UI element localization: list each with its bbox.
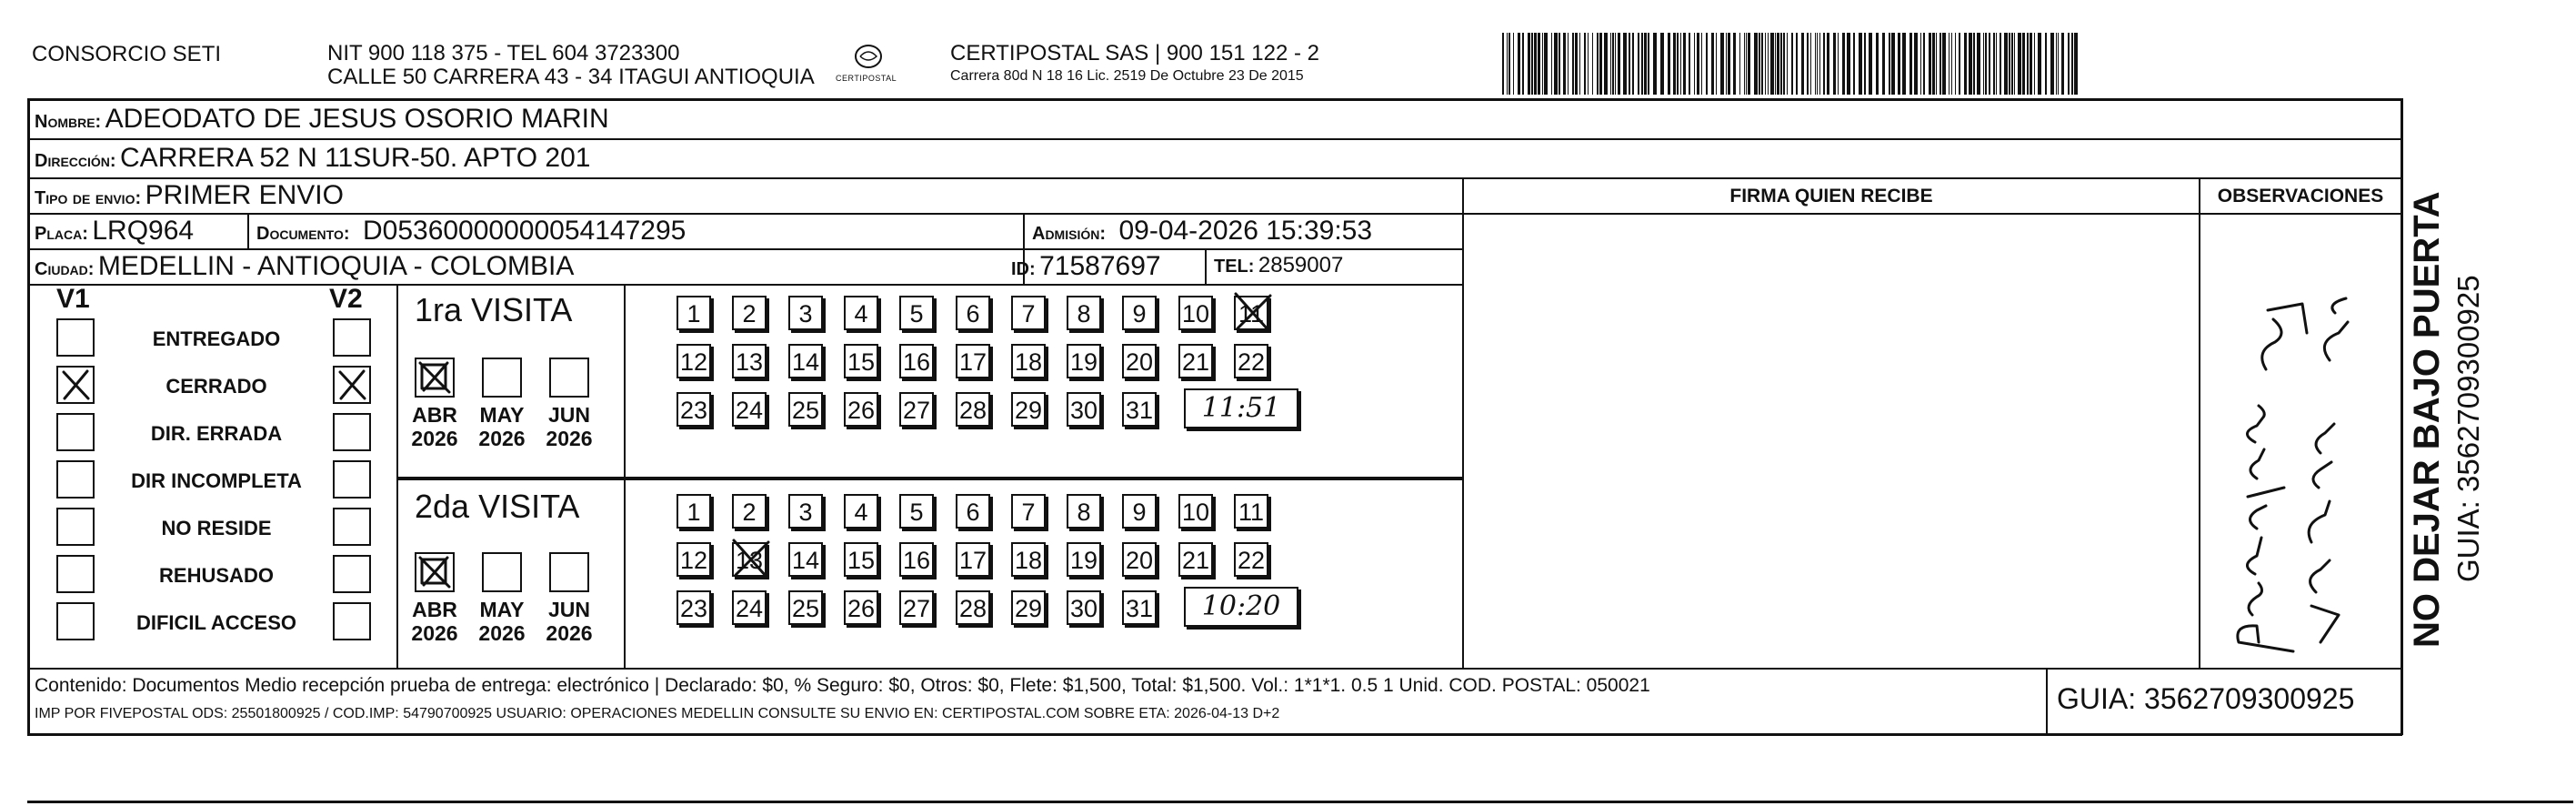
barcode-bar: [1559, 33, 1560, 95]
barcode-bar: [2034, 33, 2035, 95]
barcode-bar: [1838, 33, 1839, 95]
logo-icon: [832, 40, 905, 93]
firma-area[interactable]: [1466, 215, 2197, 666]
barcode-bar: [2050, 33, 2054, 95]
barcode-bar: [1683, 33, 1686, 95]
day-cell[interactable]: 12: [677, 542, 711, 577]
barcode-icon: [1502, 33, 2084, 96]
nit-line: NIT 900 118 375 - TEL 604 3723300: [327, 41, 680, 65]
barcode-bar: [1509, 33, 1510, 95]
barcode-bar: [1923, 33, 1925, 95]
barcode-bar: [1993, 33, 1995, 95]
v1-label: V1: [56, 284, 90, 314]
barcode-bar: [1847, 33, 1850, 95]
day-cell[interactable]: 18: [1011, 542, 1046, 577]
visit1-title: 1ra VISITA: [415, 291, 573, 328]
barcode-bar: [1518, 33, 1520, 95]
barcode-bar: [1528, 33, 1530, 95]
v2-checkbox[interactable]: [333, 318, 371, 357]
v1-checkbox[interactable]: [56, 366, 95, 404]
barcode-bar: [1942, 33, 1946, 95]
barcode-bar: [1538, 33, 1540, 95]
barcode-bar: [1575, 33, 1578, 95]
day-cell[interactable]: 13: [732, 542, 767, 577]
id-row: [1011, 251, 1161, 282]
month-checkbox[interactable]: [549, 358, 589, 398]
day-cell[interactable]: 4: [844, 296, 878, 330]
day-cell[interactable]: 14: [788, 542, 823, 577]
barcode-bar: [2018, 33, 2021, 95]
footer-line2: IMP POR FIVEPOSTAL ODS: 25501800925 / COD.IMP: 54790700925 USUARIO: OPERACIONES MEDELLIN CONSULTE SU ENVIO EN: CERTIPOSTAL.COM SOBRE ETA: 2026-04-13 D+2: [35, 706, 1280, 721]
direccion-label: Dirección:: [35, 151, 116, 171]
barcode-bar: [1859, 33, 1862, 95]
v1-checkbox[interactable]: [56, 413, 95, 451]
barcode-bar: [1869, 33, 1872, 95]
day-cell[interactable]: 21: [1178, 542, 1213, 577]
barcode-bar: [1770, 33, 1774, 95]
v2-checkbox[interactable]: [333, 460, 371, 499]
direccion-value: CARRERA 52 N 11SUR-50. APTO 201: [120, 143, 591, 173]
barcode-bar: [1780, 33, 1782, 95]
barcode-bar: [1668, 33, 1670, 95]
barcode-bar: [1977, 33, 1980, 95]
barcode-bar: [1936, 33, 1937, 95]
barcode-bar: [1951, 33, 1952, 95]
observaciones-area[interactable]: [2202, 215, 2399, 666]
barcode-bar: [1629, 33, 1630, 95]
barcode-bar: [1853, 33, 1855, 95]
barcode-bar: [2009, 33, 2010, 95]
day-cell[interactable]: 15: [844, 344, 878, 378]
day-cell[interactable]: 10: [1178, 494, 1213, 529]
barcode-bar: [2061, 33, 2064, 95]
firma-label: FIRMA QUIEN RECIBE: [1729, 186, 1933, 207]
documento-value: D05360000000054147295: [362, 216, 687, 246]
barcode-bar: [1817, 33, 1818, 95]
barcode-bar: [1720, 33, 1724, 95]
day-cell[interactable]: 20: [1122, 344, 1157, 378]
barcode-bar: [1623, 33, 1627, 95]
barcode-bar: [1701, 33, 1702, 95]
day-cell[interactable]: 2: [732, 296, 767, 330]
v2-label: V2: [329, 284, 363, 314]
barcode-bar: [1716, 33, 1717, 95]
visit2-title: 2da VISITA: [415, 488, 580, 525]
footer-line1: Contenido: Documentos Medio recepción prueba de entrega: electrónico | Declarado: $0, % Seguro: $0, Otros: $0, Flete: $1,500, Total: $1,500. Vol.: 1*1*1. 0.5 1 Unid. COD. POSTAL: 050021: [35, 675, 1650, 696]
barcode-bar: [2022, 33, 2025, 95]
barcode-bar: [1648, 33, 1649, 95]
barcode-bar: [1882, 33, 1885, 95]
day-cell[interactable]: 29: [1011, 590, 1046, 625]
month-checkbox[interactable]: [482, 552, 522, 592]
id-label: ID:: [1011, 259, 1036, 279]
day-cell[interactable]: 16: [899, 542, 934, 577]
direccion-row: [35, 143, 590, 174]
barcode-bar: [1706, 33, 1708, 95]
barcode-bar: [1522, 33, 1524, 95]
barcode-bar: [1551, 33, 1552, 95]
day-cell[interactable]: 9: [1122, 494, 1157, 529]
barcode-bar: [1739, 33, 1740, 95]
tipo-value: PRIMER ENVIO: [145, 180, 344, 210]
day-cell[interactable]: 20: [1122, 542, 1157, 577]
day-cell[interactable]: 11: [1234, 296, 1268, 330]
barcode-bar: [1807, 33, 1809, 95]
id-value: 71587697: [1039, 251, 1161, 281]
barcode-bar: [1694, 33, 1695, 95]
day-cell[interactable]: 28: [956, 590, 990, 625]
barcode-bar: [1761, 33, 1763, 95]
tipo-label: Tipo de envio:: [35, 188, 142, 208]
x-mark-icon: [58, 368, 93, 402]
x-mark-icon: [416, 554, 453, 590]
placa-row: [35, 216, 194, 247]
day-cell[interactable]: 3: [788, 296, 823, 330]
v2-checkbox[interactable]: [333, 602, 371, 640]
handwriting-icon: [2202, 215, 2399, 666]
tipo-envio-row: [35, 180, 344, 211]
barcode-bar: [1932, 33, 1935, 95]
barcode-bar: [2011, 33, 2013, 95]
day-cell[interactable]: 10: [1178, 296, 1213, 330]
status-label: ENTREGADO: [152, 327, 281, 350]
barcode-bar: [1955, 33, 1956, 95]
v1-checkbox[interactable]: [56, 602, 95, 640]
year-label: 2026: [411, 427, 458, 450]
day-cell[interactable]: 26: [844, 590, 878, 625]
day-cell[interactable]: 8: [1067, 296, 1101, 330]
barcode-bar: [1677, 33, 1679, 95]
documento-label: Documento:: [256, 224, 350, 244]
barcode-bar: [1502, 33, 1504, 95]
address-line: CALLE 50 CARRERA 43 - 34 ITAGUI ANTIOQUIA: [327, 65, 815, 89]
year-label: 2026: [546, 427, 593, 450]
barcode-bar: [1572, 33, 1574, 95]
day-cell[interactable]: 15: [844, 542, 878, 577]
barcode-bar: [1697, 33, 1699, 95]
day-cell[interactable]: 1: [677, 296, 711, 330]
day-cell[interactable]: 28: [956, 392, 990, 427]
day-cell[interactable]: 25: [788, 590, 823, 625]
barcode-bar: [1726, 33, 1727, 95]
day-cell[interactable]: 4: [844, 494, 878, 529]
barcode-bar: [1783, 33, 1785, 95]
barcode-bar: [1579, 33, 1580, 95]
status-label: CERRADO: [165, 375, 267, 398]
barcode-bar: [1746, 33, 1747, 95]
barcode-bar: [1989, 33, 1990, 95]
tel-row: [1214, 253, 1343, 278]
barcode-bar: [1759, 33, 1760, 95]
barcode-bar: [1842, 33, 1845, 95]
barcode-bar: [2014, 33, 2015, 95]
barcode-bar: [1833, 33, 1836, 95]
day-cell[interactable]: 17: [956, 542, 990, 577]
barcode-bar: [1920, 33, 1921, 95]
v1-checkbox[interactable]: [56, 318, 95, 357]
barcode-bar: [2045, 33, 2047, 95]
barcode-bar: [1711, 33, 1714, 95]
barcode-bar: [1653, 33, 1657, 95]
barcode-bar: [1815, 33, 1816, 95]
day-cell[interactable]: 24: [732, 590, 767, 625]
month-label: MAY: [479, 598, 525, 621]
barcode-bar: [1641, 33, 1643, 95]
day-cell[interactable]: 19: [1067, 344, 1101, 378]
year-label: 2026: [411, 621, 458, 645]
day-cell[interactable]: 31: [1122, 590, 1157, 625]
day-cell[interactable]: 29: [1011, 392, 1046, 427]
barcode-bar: [1969, 33, 1972, 95]
day-cell[interactable]: 22: [1234, 344, 1268, 378]
x-mark-icon: [416, 359, 453, 396]
barcode-bar: [1728, 33, 1730, 95]
barcode-bar: [1599, 33, 1602, 95]
barcode-bar: [1592, 33, 1593, 95]
day-cell[interactable]: 17: [956, 344, 990, 378]
barcode-bar: [2004, 33, 2008, 95]
barcode-bar: [2000, 33, 2001, 95]
tel-value: 2859007: [1258, 253, 1344, 277]
barcode-bar: [1604, 33, 1608, 95]
barcode-bar: [1618, 33, 1620, 95]
barcode-bar: [1891, 33, 1895, 95]
barcode-bar: [1996, 33, 1997, 95]
side-guia: [2451, 146, 2493, 582]
barcode-bar: [1610, 33, 1611, 95]
barcode-bar: [1534, 33, 1537, 95]
nombre-label: Nombre:: [35, 112, 102, 132]
barcode-bar: [1909, 33, 1912, 95]
barcode-bar: [2074, 33, 2078, 95]
v2-checkbox[interactable]: [333, 366, 371, 404]
nombre-value: ADEODATO DE JESUS OSORIO MARIN: [105, 104, 609, 134]
day-cell[interactable]: 3: [788, 494, 823, 529]
certipostal-logo: [832, 40, 905, 93]
day-cell[interactable]: 19: [1067, 542, 1101, 577]
day-cell[interactable]: 26: [844, 392, 878, 427]
barcode-bar: [1959, 33, 1960, 95]
admision-label: Admisión:: [1032, 224, 1106, 244]
barcode-bar: [1597, 33, 1599, 95]
day-cell[interactable]: 31: [1122, 392, 1157, 427]
day-cell[interactable]: 7: [1011, 494, 1046, 529]
barcode-bar: [1542, 33, 1543, 95]
barcode-bar: [1588, 33, 1589, 95]
barcode-bar: [1964, 33, 1967, 95]
barcode-bar: [2030, 33, 2032, 95]
barcode-bar: [2038, 33, 2041, 95]
month-checkbox[interactable]: [415, 552, 455, 592]
day-cell[interactable]: 27: [899, 590, 934, 625]
barcode-bar: [1864, 33, 1866, 95]
day-cell[interactable]: 27: [899, 392, 934, 427]
day-cell[interactable]: 5: [899, 296, 934, 330]
day-cell[interactable]: 13: [732, 344, 767, 378]
barcode-bar: [1827, 33, 1829, 95]
barcode-bar: [1973, 33, 1975, 95]
barcode-bar: [1787, 33, 1788, 95]
barcode-bar: [1754, 33, 1758, 95]
barcode-bar: [1615, 33, 1616, 95]
barcode-bar: [1796, 33, 1798, 95]
day-cell[interactable]: 9: [1122, 296, 1157, 330]
carrier-address: Carrera 80d N 18 16 Lic. 2519 De Octubre 23 De 2015: [950, 68, 1304, 84]
barcode-bar: [1744, 33, 1745, 95]
observaciones-label: OBSERVACIONES: [2217, 186, 2384, 207]
year-label: 2026: [478, 427, 526, 450]
barcode-bar: [1777, 33, 1779, 95]
barcode-bar: [1612, 33, 1614, 95]
barcode-bar: [1638, 33, 1639, 95]
barcode-bar: [1568, 33, 1569, 95]
month-label: JUN: [547, 598, 590, 621]
day-cell[interactable]: 5: [899, 494, 934, 529]
barcode-bar: [1689, 33, 1690, 95]
status-label: DIFICIL ACCESO: [135, 611, 296, 634]
barcode-bar: [1929, 33, 1931, 95]
v2-checkbox[interactable]: [333, 413, 371, 451]
documento-row: [256, 216, 686, 247]
barcode-bar: [2058, 33, 2059, 95]
v2-checkbox[interactable]: [333, 555, 371, 593]
barcode-bar: [1823, 33, 1825, 95]
admision-value: 09-04-2026 15:39:53: [1118, 216, 1373, 246]
placa-label: Placa:: [35, 224, 88, 244]
barcode-bar: [1544, 33, 1548, 95]
month-checkbox[interactable]: [549, 552, 589, 592]
barcode-bar: [1768, 33, 1769, 95]
barcode-bar: [1660, 33, 1664, 95]
barcode-bar: [1632, 33, 1634, 95]
barcode-bar: [1914, 33, 1918, 95]
x-mark-icon: [335, 368, 369, 402]
status-label: NO RESIDE: [161, 517, 272, 539]
company-name: CONSORCIO SETI: [32, 42, 222, 66]
day-cell[interactable]: 30: [1067, 590, 1101, 625]
barcode-bar: [1584, 33, 1586, 95]
barcode-bar: [1949, 33, 1950, 95]
v2-checkbox[interactable]: [333, 508, 371, 546]
day-cell[interactable]: 25: [788, 392, 823, 427]
year-label: 2026: [546, 621, 593, 645]
admision-row: [1032, 216, 1372, 247]
ciudad-label: Ciudad:: [35, 259, 95, 279]
day-cell[interactable]: 16: [899, 344, 934, 378]
barcode-bar: [1983, 33, 1984, 95]
day-cell[interactable]: 22: [1234, 542, 1268, 577]
side-guia-text: GUIA: 3562709300925: [2451, 275, 2485, 582]
barcode-bar: [1889, 33, 1890, 95]
barcode-bar: [1801, 33, 1804, 95]
day-cell[interactable]: 8: [1067, 494, 1101, 529]
barcode-bar: [1810, 33, 1811, 95]
day-cell[interactable]: 21: [1178, 344, 1213, 378]
day-cell[interactable]: 23: [677, 392, 711, 427]
month-label: ABR: [412, 598, 457, 621]
barcode-bar: [1819, 33, 1820, 95]
day-cell[interactable]: 7: [1011, 296, 1046, 330]
barcode-bar: [1775, 33, 1776, 95]
barcode-bar: [1673, 33, 1676, 95]
barcode-bar: [2056, 33, 2057, 95]
day-cell[interactable]: 6: [956, 494, 990, 529]
day-cell[interactable]: 12: [677, 344, 711, 378]
day-cell[interactable]: 18: [1011, 344, 1046, 378]
footer-guia: GUIA: 3562709300925: [2057, 682, 2355, 715]
logo-text: CERTIPOSTAL: [836, 74, 897, 83]
v1-checkbox[interactable]: [56, 460, 95, 499]
barcode-bar: [1898, 33, 1900, 95]
status-label: REHUSADO: [159, 564, 274, 587]
barcode-bar: [1902, 33, 1906, 95]
barcode-bar: [2068, 33, 2070, 95]
barcode-bar: [1748, 33, 1750, 95]
no-dejar-text: NO DEJAR BAJO PUERTA: [2407, 191, 2447, 648]
day-cell[interactable]: 11: [1234, 494, 1268, 529]
barcode-bar: [1531, 33, 1533, 95]
month-checkbox[interactable]: [482, 358, 522, 398]
barcode-bar: [1563, 33, 1566, 95]
barcode-bar: [1765, 33, 1766, 95]
day-cell[interactable]: 2: [732, 494, 767, 529]
barcode-bar: [1791, 33, 1793, 95]
barcode-bar: [1733, 33, 1736, 95]
year-label: 2026: [478, 621, 526, 645]
ciudad-row: [35, 251, 574, 282]
barcode-bar: [1507, 33, 1508, 95]
barcode-bar: [1554, 33, 1558, 95]
ciudad-value: MEDELLIN - ANTIOQUIA - COLOMBIA: [97, 251, 575, 281]
month-checkbox[interactable]: [415, 358, 455, 398]
day-cell[interactable]: 24: [732, 392, 767, 427]
placa-value: LRQ964: [92, 216, 195, 246]
visit-time-box[interactable]: 10:20: [1184, 587, 1298, 627]
month-label: MAY: [479, 403, 525, 427]
month-label: ABR: [412, 403, 457, 427]
carrier-line: CERTIPOSTAL SAS | 900 151 122 - 2: [950, 41, 1319, 65]
month-label: JUN: [547, 403, 590, 427]
barcode-bar: [1940, 33, 1941, 95]
visit-time-box[interactable]: 11:51: [1184, 388, 1298, 428]
status-label: DIR INCOMPLETA: [131, 469, 302, 492]
status-label: DIR. ERRADA: [150, 422, 283, 445]
tel-label: TEL:: [1214, 257, 1255, 277]
barcode-bar: [1513, 33, 1514, 95]
day-cell[interactable]: 30: [1067, 392, 1101, 427]
day-cell[interactable]: 23: [677, 590, 711, 625]
v1-checkbox[interactable]: [56, 555, 95, 593]
barcode-bar: [1876, 33, 1879, 95]
day-cell[interactable]: 6: [956, 296, 990, 330]
day-cell[interactable]: 14: [788, 344, 823, 378]
v1-checkbox[interactable]: [56, 508, 95, 546]
barcode-bar: [1680, 33, 1681, 95]
barcode-bar: [1644, 33, 1647, 95]
day-cell[interactable]: 1: [677, 494, 711, 529]
barcode-bar: [1985, 33, 1987, 95]
barcode-bar: [2071, 33, 2073, 95]
nombre-row: [35, 104, 609, 135]
barcode-bar: [2027, 33, 2029, 95]
